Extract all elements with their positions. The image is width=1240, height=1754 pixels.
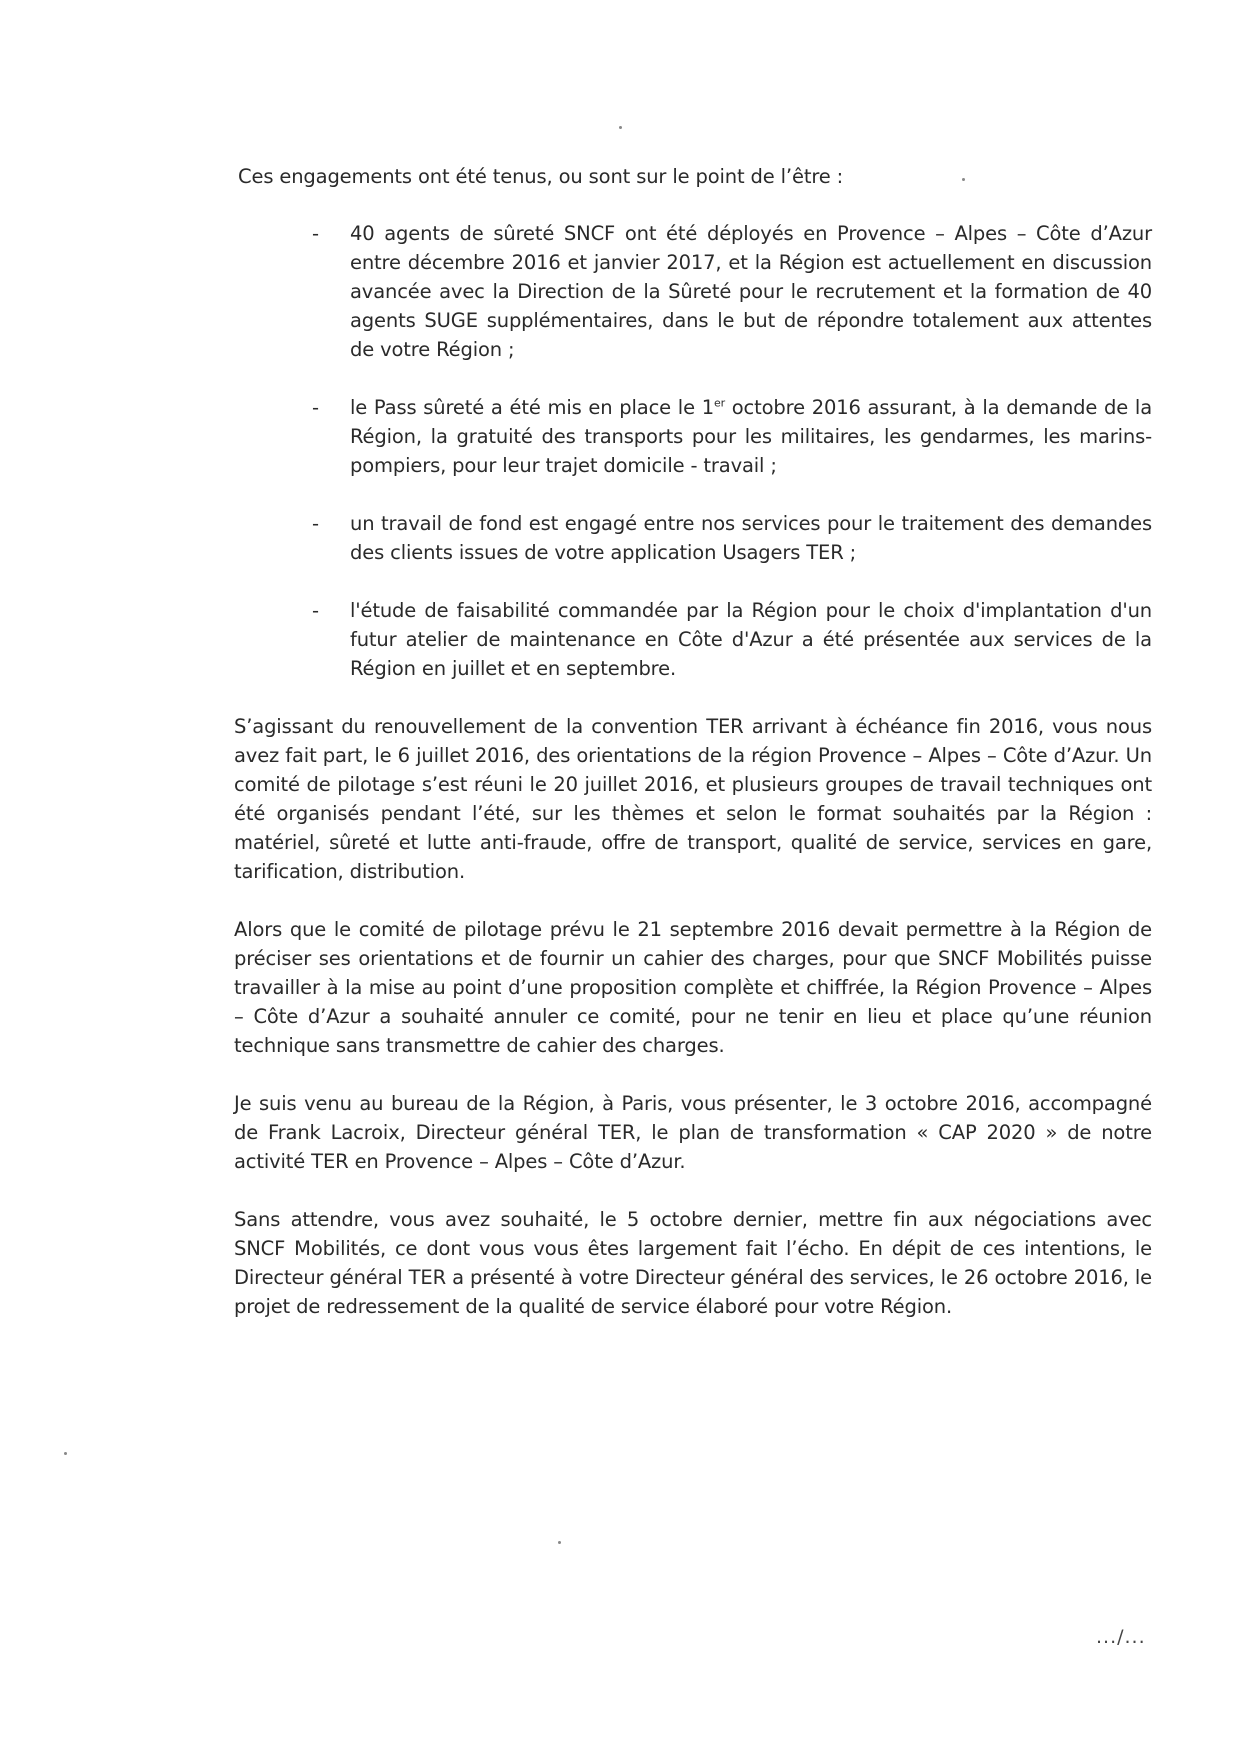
list-item-text [350, 396, 1152, 477]
list-item [234, 596, 1152, 683]
list-dash: - [312, 512, 319, 535]
paragraph-negociations: Sans attendre, vous avez souhaité, le 5 octobre dernier, mettre fin aux négociations avec SNCF Mobilités, ce dont vous vous êtes largement fait l’écho. En dépit de ces intentions, le Directeur général TER a présenté à votre Directeur général des services, le 26 octobre 2016, le projet de redressement de la qualité de service élaboré pour votre Région. [234, 1208, 1152, 1318]
list-dash: - [312, 599, 319, 622]
scan-speck [64, 1452, 67, 1455]
page-continuation-mark: .../... [1096, 1626, 1146, 1648]
list-item-text-after: octobre 2016 assurant, à la demande de la Région, la gratuité des transports pour les militaires, les gendarmes, les marins-pompiers, pour leur trajet domicile - travail ; [350, 396, 1152, 477]
scan-speck [558, 1541, 561, 1544]
list-item [234, 393, 1152, 480]
paragraph-cap-2020: Je suis venu au bureau de la Région, à Paris, vous présenter, le 3 octobre 2016, accompagné de Frank Lacroix, Directeur général TER, le plan de transformation « CAP 2020 » de notre activité TER en Provence – Alpes – Côte d’Azur. [234, 1092, 1152, 1173]
paragraph-convention-ter: S’agissant du renouvellement de la convention TER arrivant à échéance fin 2016, vous nous avez fait part, le 6 juillet 2016, des orientations de la région Provence – Alpes – Côte d’Azur. Un comité de pilotage s’est réuni le 20 juillet 2016, et plusieurs groupes de travail techniques ont été organisés pendant l’été, sur les thèmes et selon le format souhaités par la Région : matériel, sûreté et lutte anti-fraude, offre de transport, qualité de service, services en gare, tarification, distribution. [234, 715, 1152, 883]
letter-body [234, 162, 1152, 1350]
scan-speck [962, 178, 965, 181]
list-dash: - [312, 396, 319, 419]
list-dash: - [312, 222, 319, 245]
ordinal-superscript: er [713, 396, 725, 410]
list-item-text: l'étude de faisabilité commandée par la Région pour le choix d'implantation d'un futur atelier de maintenance en Côte d'Azur a été présentée aux services de la Région en juillet et en septembre. [350, 599, 1152, 680]
paragraph-comite-pilotage: Alors que le comité de pilotage prévu le 21 septembre 2016 devait permettre à la Région de préciser ses orientations et de fournir un cahier des charges, pour que SNCF Mobilités puisse travailler à la mise au point d’une proposition complète et chiffrée, la Région Provence – Alpes – Côte d’Azur a souhaité annuler ce comité, pour ne tenir en lieu et place qu’une réunion technique sans transmettre de cahier des charges. [234, 918, 1152, 1057]
list-item-text: 40 agents de sûreté SNCF ont été déployés en Provence – Alpes – Côte d’Azur entre décembre 2016 et janvier 2017, et la Région est actuellement en discussion avancée avec la Direction de la Sûreté pour le recrutement et la formation de 40 agents SUGE supplémentaires, dans le but de répondre totalement aux attentes de votre Région ; [350, 222, 1152, 361]
scan-speck [619, 126, 622, 129]
list-item-text-before: le Pass sûreté a été mis en place le 1 [350, 396, 714, 419]
intro-sentence: Ces engagements ont été tenus, ou sont sur le point de l’être : [238, 165, 844, 188]
list-item [234, 509, 1152, 567]
list-item [234, 219, 1152, 364]
list-item-text: un travail de fond est engagé entre nos services pour le traitement des demandes des clients issues de votre application Usagers TER ; [350, 512, 1152, 564]
commitments-list [234, 219, 1152, 683]
